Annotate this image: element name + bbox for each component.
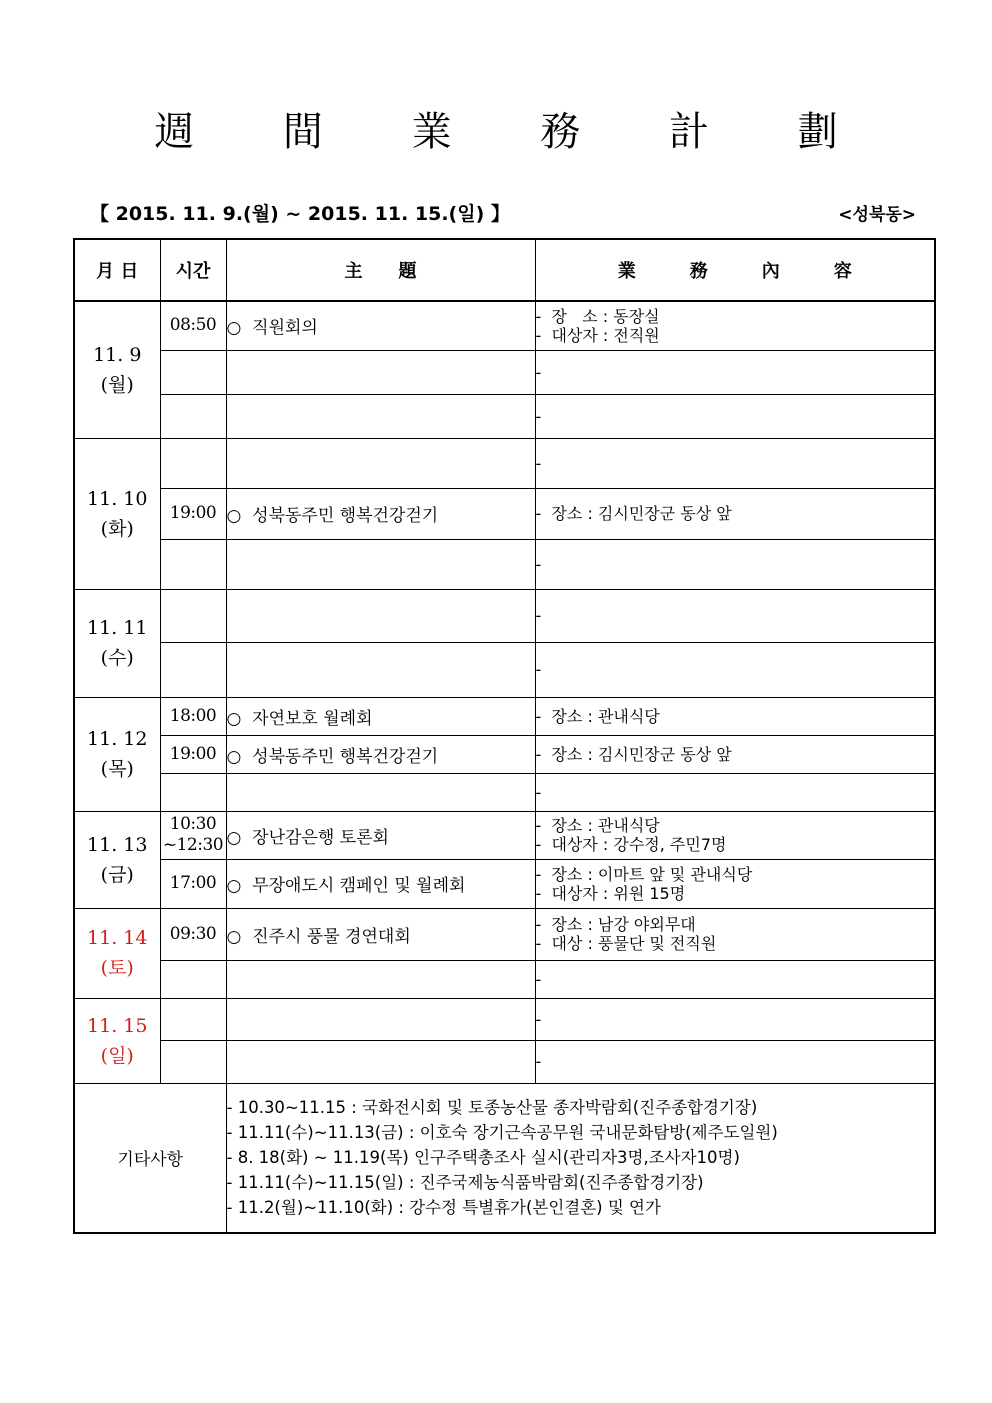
weekly-plan-table [73, 238, 936, 1234]
day-date-cell [74, 998, 160, 1083]
day-date-cell [74, 589, 160, 697]
day-date-cell [74, 908, 160, 998]
table-row [74, 735, 935, 773]
day-weekday: (월) [100, 373, 134, 396]
content-line: - 대상자 : 전직원 [535, 325, 660, 345]
table-row [74, 960, 935, 998]
misc-item: - 11.11(수)~11.13(금) : 이호숙 장기근속공무원 국내문화탐방(제주도일원) [226, 1123, 778, 1143]
period-range: 【 2015. 11. 9.(월) ~ 2015. 11. 15.(일) 】 [90, 203, 510, 225]
header-time: 시간 [160, 239, 226, 301]
content-line: - 대상자 : 강수정, 주민7명 [535, 835, 727, 854]
subject-cell [226, 438, 535, 488]
misc-item: - 11.11(수)~11.15(일) : 진주국제농식품박람회(진주종합경기장) [226, 1173, 704, 1193]
table-row [74, 998, 935, 1040]
misc-item: - 8. 18(화) ~ 11.19(목) 인구주택총조사 실시(관리자3명,조사자10명) [226, 1148, 740, 1168]
content-line: - [535, 362, 542, 382]
content-line: - [535, 606, 542, 625]
time-cell: 17:00 [160, 859, 226, 908]
table-row [74, 350, 935, 394]
table-row [74, 773, 935, 811]
content-line: - [535, 406, 542, 426]
content-line: - 장소 : 남강 야외무대 [535, 915, 696, 934]
time-cell: 10:30 ~12:30 [160, 811, 226, 859]
content-cell [535, 539, 935, 589]
time-cell: 19:00 [160, 488, 226, 539]
subject-cell [226, 589, 535, 642]
day-date: 11. 11 [87, 617, 148, 639]
time-cell [160, 1040, 226, 1083]
day-date: 11. 10 [87, 487, 148, 510]
table-row [74, 394, 935, 438]
subject-cell [226, 642, 535, 697]
content-line: - 장소 : 김시민장군 동상 앞 [535, 504, 732, 523]
day-date-cell [74, 301, 160, 438]
table-row [74, 438, 935, 488]
day-weekday: (금) [100, 863, 134, 886]
time-cell [160, 642, 226, 697]
day-date-cell [74, 811, 160, 908]
content-cell [535, 488, 935, 539]
time-cell [160, 998, 226, 1040]
time-cell: 08:50 [160, 301, 226, 350]
time-cell [160, 773, 226, 811]
misc-label: 기타사항 [74, 1083, 226, 1233]
subject-cell [226, 773, 535, 811]
content-line: - [535, 660, 542, 679]
time-cell [160, 394, 226, 438]
day-date: 11. 15 [87, 1014, 148, 1037]
content-line: - 장소 : 관내식당 [535, 706, 660, 726]
subject-cell: ○ 무장애도시 캠페인 및 월례회 [226, 859, 535, 908]
table-row [74, 488, 935, 539]
content-cell [535, 773, 935, 811]
day-weekday: (수) [100, 647, 134, 669]
content-line: - 장소 : 이마트 앞 및 관내식당 [535, 864, 753, 884]
content-cell [535, 697, 935, 735]
subject-cell: ○ 자연보호 월례회 [226, 697, 535, 735]
time-cell [160, 539, 226, 589]
subject-cell: ○ 성북동주민 행복건강걷기 [226, 735, 535, 773]
content-line: - 대상자 : 위원 15명 [535, 883, 686, 903]
header-row [74, 239, 935, 301]
header-date: 月 日 [74, 239, 160, 301]
time-cell: 09:30 [160, 908, 226, 960]
subject-cell [226, 998, 535, 1040]
content-line: - [535, 969, 542, 989]
content-line: - [535, 554, 542, 574]
subject-cell [226, 394, 535, 438]
content-cell [535, 998, 935, 1040]
misc-row [74, 1083, 935, 1233]
table-row [74, 1040, 935, 1083]
table-row [74, 697, 935, 735]
content-line: - 장소 : 관내식당 [535, 816, 660, 835]
time-cell [160, 350, 226, 394]
subject-cell [226, 960, 535, 998]
day-weekday: (화) [100, 517, 134, 540]
table-row [74, 539, 935, 589]
content-cell [535, 1040, 935, 1083]
table-row [74, 908, 935, 960]
content-line: - [535, 1052, 542, 1071]
table-row [74, 301, 935, 350]
content-cell [535, 301, 935, 350]
header-subject: 主 題 [226, 239, 535, 301]
content-cell [535, 908, 935, 960]
document-title: 週 間 業 務 計 劃 [154, 109, 876, 155]
content-cell [535, 642, 935, 697]
content-line: - 장 소 : 동장실 [535, 306, 660, 326]
misc-items [226, 1083, 935, 1233]
day-date-cell [74, 438, 160, 589]
content-cell [535, 859, 935, 908]
content-line: - [535, 453, 542, 473]
subject-cell: ○ 장난감은행 토론회 [226, 811, 535, 859]
time-cell: 19:00 [160, 735, 226, 773]
content-line: - 장소 : 김시민장군 동상 앞 [535, 744, 732, 764]
content-line: - [535, 782, 542, 802]
content-cell [535, 960, 935, 998]
subject-cell: ○ 진주시 풍물 경연대회 [226, 908, 535, 960]
day-date-cell [74, 697, 160, 811]
subject-cell [226, 1040, 535, 1083]
misc-item: - 10.30~11.15 : 국화전시회 및 토종농산물 종자박람회(진주종합경기장) [226, 1098, 758, 1118]
time-cell: 18:00 [160, 697, 226, 735]
content-cell [535, 350, 935, 394]
content-cell [535, 811, 935, 859]
table-row [74, 589, 935, 642]
subject-cell: ○ 직원회의 [226, 301, 535, 350]
content-cell [535, 394, 935, 438]
content-cell [535, 438, 935, 488]
time-cell [160, 589, 226, 642]
day-date: 11. 13 [87, 833, 148, 856]
day-date: 11. 12 [87, 728, 148, 750]
time-cell [160, 960, 226, 998]
day-date: 11. 14 [87, 927, 148, 949]
day-weekday: (일) [100, 1044, 134, 1067]
time-cell [160, 438, 226, 488]
department-label: <성북동> [838, 205, 916, 225]
table-row [74, 811, 935, 859]
content-cell [535, 735, 935, 773]
header-content: 業 務 內 容 [535, 239, 935, 301]
content-line: - 대상 : 풍물단 및 전직원 [535, 934, 717, 953]
content-cell [535, 589, 935, 642]
day-weekday: (토) [100, 957, 134, 979]
subject-cell [226, 539, 535, 589]
table-row [74, 859, 935, 908]
day-weekday: (목) [100, 758, 134, 780]
content-line: - [535, 1009, 542, 1029]
subject-cell: ○ 성북동주민 행복건강걷기 [226, 488, 535, 539]
table-row [74, 642, 935, 697]
subject-cell [226, 350, 535, 394]
plan-body [74, 301, 935, 1083]
day-date: 11. 9 [93, 343, 142, 366]
misc-item: - 11.2(월)~11.10(화) : 강수정 특별휴가(본인결혼) 및 연가 [226, 1198, 661, 1218]
